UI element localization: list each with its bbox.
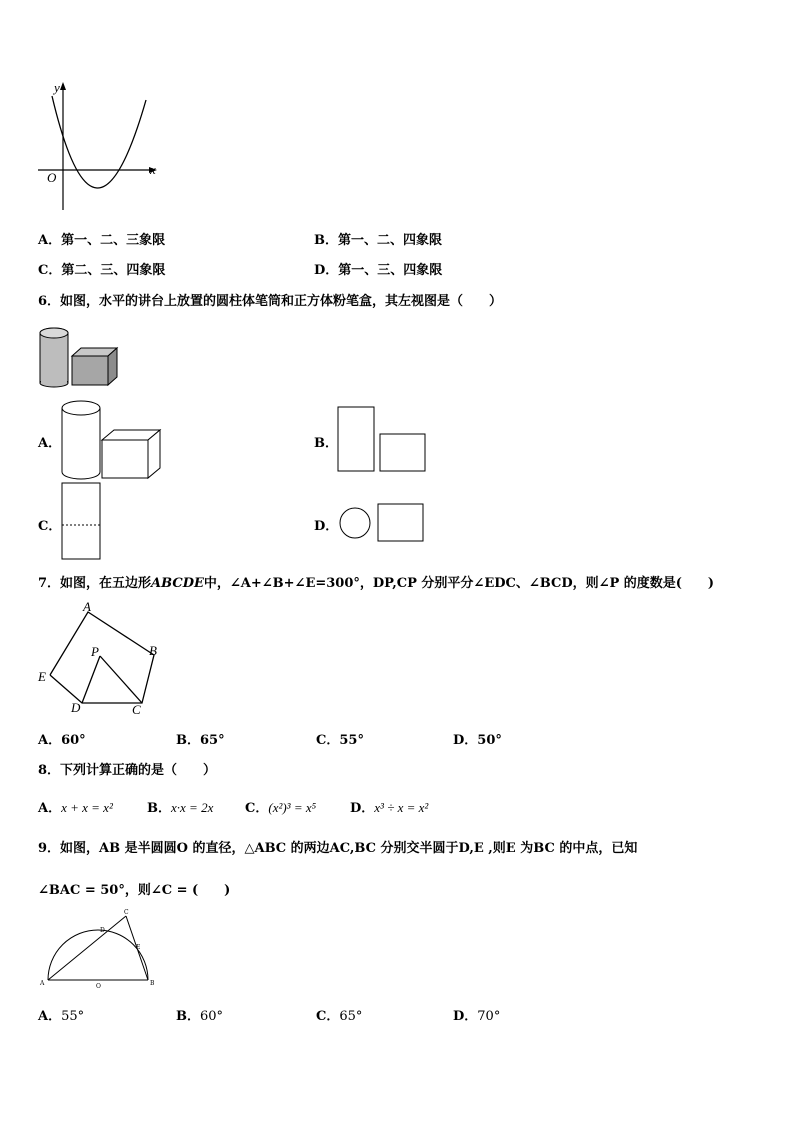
label-e: E bbox=[136, 944, 141, 951]
parabola-curve bbox=[52, 96, 146, 188]
q8-option-b[interactable] bbox=[147, 797, 213, 816]
option-letter: B． bbox=[314, 233, 338, 248]
label-d: D bbox=[71, 700, 81, 715]
q5-option-c[interactable] bbox=[38, 259, 165, 278]
q8-stem: 8．下列计算正确的是（ ） bbox=[38, 763, 217, 778]
option-text: 第一、三、四象限 bbox=[338, 263, 443, 278]
option-letter: B． bbox=[314, 436, 338, 451]
label-o: O bbox=[96, 983, 101, 990]
q6-option-c[interactable] bbox=[38, 515, 61, 534]
q9-stem-line1: 9．如图，AB 是半圆圆O 的直径，△ABC 的两边AC,BC 分别交半圆于D,E ,则E 为BC 的中点，已知 bbox=[38, 841, 638, 856]
option-letter: A． bbox=[38, 801, 62, 816]
q5-option-d[interactable] bbox=[314, 259, 442, 278]
option-text: 60° bbox=[200, 1009, 224, 1024]
option-letter: A． bbox=[38, 1009, 62, 1024]
q7-stem bbox=[38, 572, 714, 591]
option-text: 50° bbox=[477, 733, 502, 748]
q7-stem-prefix: 7．如图，在五边形 bbox=[38, 576, 152, 591]
option-letter: C． bbox=[38, 263, 62, 278]
label-e: E bbox=[38, 669, 46, 684]
q7-option-c[interactable] bbox=[316, 729, 364, 748]
q6-option-a-figure[interactable] bbox=[60, 398, 164, 482]
option-text: 65° bbox=[200, 733, 225, 748]
q8-option-c[interactable] bbox=[245, 797, 316, 816]
option-text: 第一、二、四象限 bbox=[338, 233, 443, 248]
option-text: 60° bbox=[61, 733, 86, 748]
q7-stem-rest: 中，∠A+∠B+∠E=300°，DP,CP 分别平分∠EDC、∠BCD，则∠P 的度数是( ) bbox=[203, 576, 715, 591]
pentagon-figure bbox=[36, 600, 166, 718]
option-letter: C． bbox=[316, 733, 340, 748]
option-letter: C． bbox=[316, 1009, 340, 1024]
label-c: C bbox=[124, 909, 129, 916]
q6-stem: 6．如图，水平的讲台上放置的圆柱体笔筒和正方体粉笔盒，其左视图是（ ） bbox=[38, 294, 503, 309]
q5-option-b[interactable] bbox=[314, 229, 442, 248]
option-letter: D． bbox=[350, 801, 375, 816]
q7-option-d[interactable] bbox=[453, 729, 502, 748]
q9-option-d[interactable] bbox=[453, 1005, 500, 1024]
option-letter: B． bbox=[147, 801, 171, 816]
q9-option-b[interactable] bbox=[176, 1005, 223, 1024]
option-text: 55° bbox=[61, 1009, 85, 1024]
option-text: x³ ÷ x = x² bbox=[374, 800, 429, 815]
option-text: 55° bbox=[339, 733, 364, 748]
x-axis-label: x bbox=[150, 162, 156, 177]
q9-option-a[interactable] bbox=[38, 1005, 84, 1024]
label-d: D bbox=[100, 927, 105, 934]
q7-option-a[interactable] bbox=[38, 729, 86, 748]
option-letter: A． bbox=[38, 233, 62, 248]
option-text: (x²)³ = x⁵ bbox=[268, 800, 317, 815]
q5-option-a[interactable] bbox=[38, 229, 165, 248]
parabola-graph bbox=[30, 78, 170, 214]
q7-option-b[interactable] bbox=[176, 729, 225, 748]
option-letter: D． bbox=[314, 519, 339, 534]
option-letter: D． bbox=[453, 1009, 478, 1024]
option-letter: B． bbox=[176, 733, 200, 748]
q9-option-c[interactable] bbox=[316, 1005, 362, 1024]
q8-option-d[interactable] bbox=[350, 797, 428, 816]
option-letter: D． bbox=[314, 263, 339, 278]
q7-stem-name: ABCDE bbox=[151, 576, 204, 591]
semicircle-figure bbox=[38, 908, 162, 992]
q6-option-d[interactable] bbox=[314, 515, 338, 534]
label-c: C bbox=[132, 702, 141, 717]
q6-solid-figure bbox=[38, 325, 120, 387]
q8-option-a[interactable] bbox=[38, 797, 113, 816]
option-letter: D． bbox=[453, 733, 478, 748]
option-text: x·x = 2x bbox=[171, 800, 214, 815]
y-axis-label: y bbox=[54, 80, 60, 95]
option-text: 第二、三、四象限 bbox=[61, 263, 166, 278]
q6-option-c-figure[interactable] bbox=[60, 481, 104, 561]
label-b: B bbox=[149, 643, 157, 658]
q6-option-a[interactable] bbox=[38, 432, 61, 451]
origin-label: O bbox=[47, 170, 57, 185]
label-b: B bbox=[150, 980, 155, 987]
q6-option-d-figure[interactable] bbox=[338, 502, 428, 542]
option-letter: B． bbox=[176, 1009, 200, 1024]
q9-stem-line2: ∠BAC = 50°，则∠C = ( ) bbox=[38, 883, 231, 898]
label-a: A bbox=[40, 980, 45, 987]
option-letter: C． bbox=[38, 519, 62, 534]
y-axis-arrow bbox=[60, 82, 66, 90]
option-letter: C． bbox=[245, 801, 269, 816]
option-text: 65° bbox=[339, 1009, 363, 1024]
q6-option-b-figure[interactable] bbox=[336, 405, 428, 475]
option-text: 第一、二、三象限 bbox=[61, 233, 166, 248]
option-text: x + x = x² bbox=[61, 800, 113, 815]
option-text: 70° bbox=[477, 1009, 501, 1024]
q6-option-b[interactable] bbox=[314, 432, 338, 451]
option-letter: A． bbox=[38, 733, 62, 748]
label-p: P bbox=[91, 644, 99, 659]
option-letter: A． bbox=[38, 436, 62, 451]
label-a: A bbox=[83, 599, 91, 614]
